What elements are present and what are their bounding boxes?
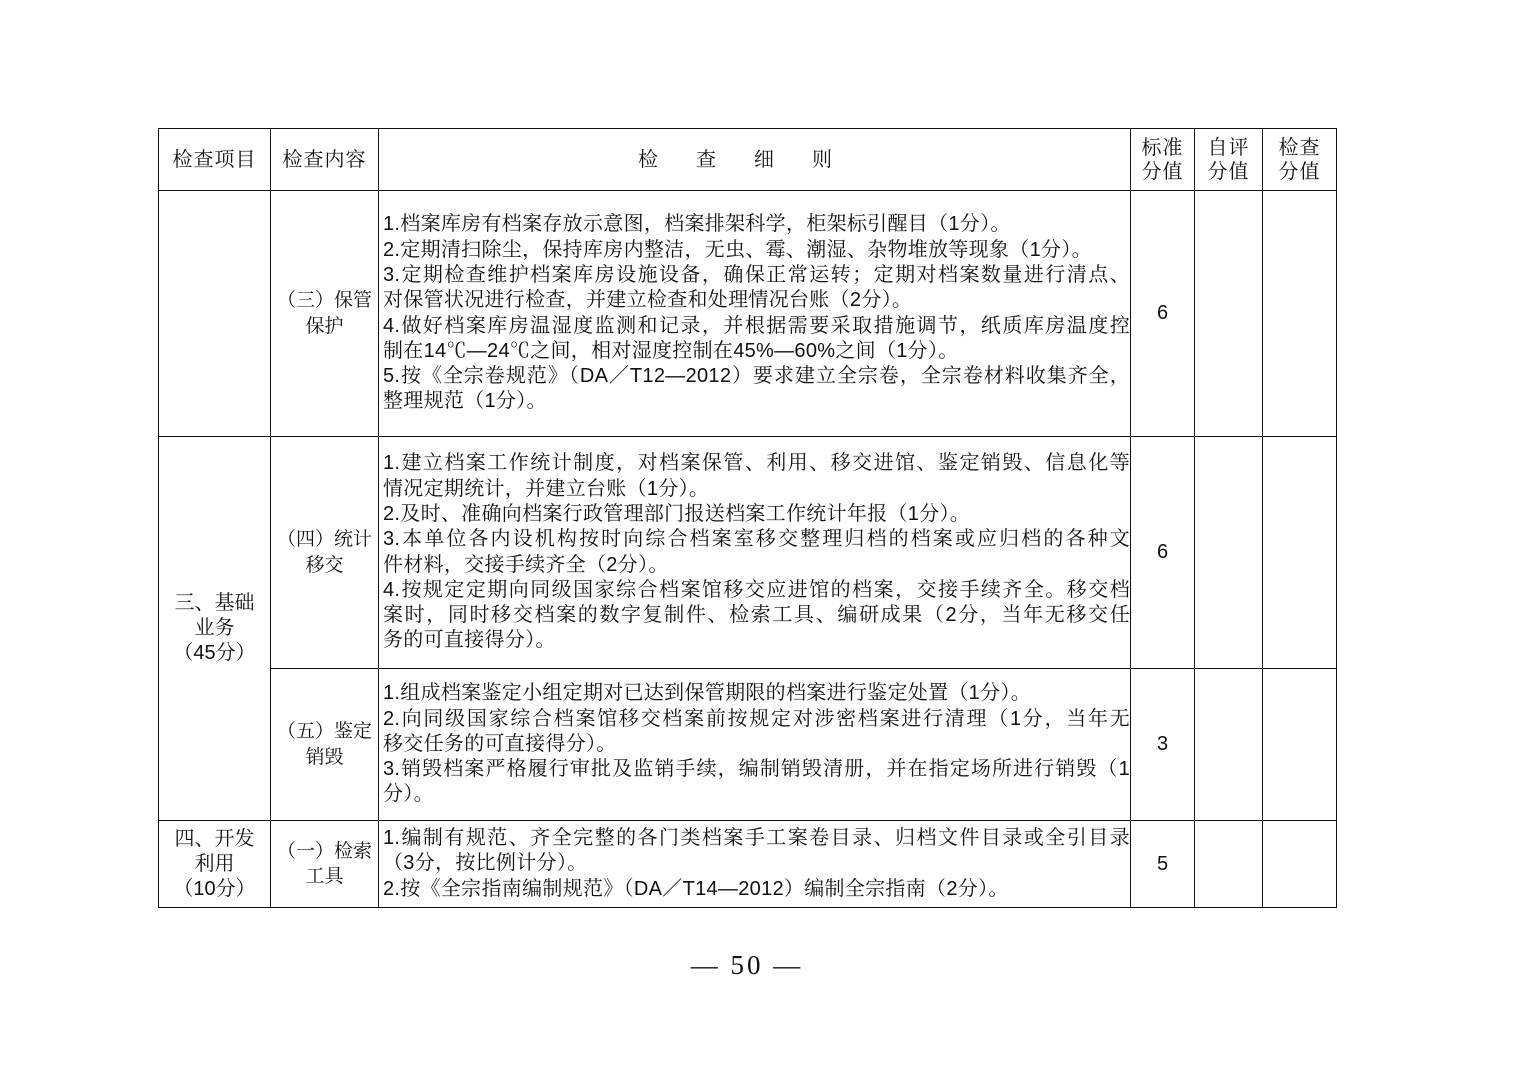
page-number: — 50 — <box>690 950 804 980</box>
rule-item <box>383 681 1130 706</box>
section-label-line: （45分） <box>173 642 256 664</box>
content-label-line: （三）保管 <box>276 290 372 311</box>
rule-line: 3.本单位各内设机构按时向综合档案室移交整理归档的档案或应归档的各种文 <box>383 528 1130 551</box>
rule-line: 1.建立档案工作统计制度，对档案保管、利用、移交进馆、鉴定销毁、信息化等 <box>383 452 1130 475</box>
header-check-score-line: 检查 <box>1278 136 1321 159</box>
rule-item <box>383 826 1130 877</box>
content-cell <box>271 821 379 908</box>
standard-score: 6 <box>1131 437 1195 669</box>
rule-line: 1.编制有规范、齐全完整的各门类档案手工案卷目录、归档文件目录或全引目录 <box>383 827 1130 850</box>
rule-line: 务的可直接得分）。 <box>383 629 556 652</box>
header-standard-score-line: 标准 <box>1141 136 1184 159</box>
table-row <box>159 437 1337 669</box>
content-label-line: 移交 <box>305 554 344 576</box>
section-label-line: （10分） <box>173 877 256 900</box>
header-self-score <box>1195 129 1263 191</box>
rule-line: 案时，同时移交档案的数字复制件、检索工具、编研成果（2分，当年无移交任 <box>383 604 1130 627</box>
rule-item <box>383 707 1130 758</box>
header-standard-score <box>1131 129 1195 191</box>
rule-line: 2.向同级国家综合档案馆移交档案前按规定对涉密档案进行清理（1分，当年无 <box>383 707 1130 730</box>
self-score-cell <box>1195 191 1263 437</box>
section-cell-empty <box>159 191 271 437</box>
rule-item <box>383 451 1130 502</box>
content-label-line: （四）统计 <box>276 529 372 550</box>
rules-cell <box>379 191 1131 437</box>
check-score-cell <box>1263 437 1337 669</box>
rule-line: 3.定期检查维护档案库房设施设备，确保正常运转；定期对档案数量进行清点、 <box>383 263 1130 286</box>
rule-line: 4.按规定定期向同级国家综合档案馆移交应进馆的档案，交接手续齐全。移交档 <box>383 578 1130 601</box>
header-check-score <box>1263 129 1337 191</box>
section-label-line: 三、基础 <box>174 592 255 614</box>
content-label-line: （五）鉴定 <box>276 721 372 742</box>
rule-item <box>383 212 1130 237</box>
table-row <box>159 191 1337 437</box>
rule-line: 5.按《全宗卷规范》（DA／T12—2012）要求建立全宗卷，全宗卷材料收集齐全， <box>383 365 1130 388</box>
rule-item <box>383 364 1130 415</box>
section-label-line: 四、开发 <box>174 827 255 850</box>
content-cell <box>271 669 379 821</box>
rule-line: 制在14℃—24℃之间，相对湿度控制在45%—60%之间（1分）。 <box>383 339 959 362</box>
content-label-line: 销毁 <box>305 746 344 768</box>
header-self-score-line: 分值 <box>1207 160 1250 183</box>
content-cell <box>271 437 379 669</box>
standard-score: 5 <box>1131 821 1195 908</box>
rule-item <box>383 757 1130 808</box>
rule-item <box>383 502 1130 527</box>
rule-line: 2.按《全宗指南编制规范》（DA／T14—2012）编制全宗指南（2分）。 <box>383 877 1009 900</box>
self-score-cell <box>1195 437 1263 669</box>
content-cell <box>271 191 379 437</box>
section-label-line: 业务 <box>194 617 235 639</box>
header-inspection-content: 检查内容 <box>271 129 379 191</box>
rule-line: 件材料，交接手续齐全（2分）。 <box>383 553 669 576</box>
standard-score: 6 <box>1131 191 1195 437</box>
content-label-line: （一）检索 <box>276 840 372 862</box>
rule-line: 对保管状况进行检查，并建立检查和处理情况台账（2分）。 <box>383 289 913 312</box>
content-label-line: 保护 <box>305 315 344 337</box>
self-score-cell <box>1195 821 1263 908</box>
section-cell <box>159 821 271 908</box>
table-row <box>159 821 1337 908</box>
rules-cell <box>379 669 1131 821</box>
content-label-line: 工具 <box>305 866 344 887</box>
header-inspection-rules: 检 查 细 则 <box>379 129 1131 191</box>
header-self-score-line: 自评 <box>1207 136 1250 159</box>
rule-line: 1.档案库房有档案存放示意图，档案排架科学，柜架标引醒目（1分）。 <box>383 213 1011 236</box>
rule-item <box>383 578 1130 654</box>
rules-cell <box>379 437 1131 669</box>
rule-line: 2.及时、准确向档案行政管理部门报送档案工作统计年报（1分）。 <box>383 502 971 525</box>
rules-cell <box>379 821 1131 908</box>
rule-item <box>383 314 1130 365</box>
rule-line: 3.销毁档案严格履行审批及监销手续，编制销毁清册，并在指定场所进行销毁（1 <box>383 758 1130 781</box>
rule-item <box>383 238 1130 263</box>
header-check-score-line: 分值 <box>1278 160 1321 183</box>
rule-line: 整理规范（1分）。 <box>383 390 547 413</box>
table-row <box>159 669 1337 821</box>
rule-item <box>383 877 1130 902</box>
rule-item <box>383 527 1130 578</box>
rule-line: 移交任务的可直接得分）。 <box>383 732 617 755</box>
header-standard-score-line: 分值 <box>1141 160 1184 183</box>
check-score-cell <box>1263 669 1337 821</box>
header-inspection-item: 检查项目 <box>159 129 271 191</box>
rule-line: （3分，按比例计分）。 <box>383 852 588 875</box>
section-label-line: 利用 <box>194 852 235 875</box>
section-cell <box>159 437 271 821</box>
standard-score: 3 <box>1131 669 1195 821</box>
rule-line: 分）。 <box>383 783 434 806</box>
check-score-cell <box>1263 821 1337 908</box>
self-score-cell <box>1195 669 1263 821</box>
rule-line: 2.定期清扫除尘，保持库房内整洁，无虫、霉、潮湿、杂物堆放等现象（1分）。 <box>383 238 1092 261</box>
check-score-cell <box>1263 191 1337 437</box>
inspection-table <box>158 128 1337 908</box>
rule-line: 1.组成档案鉴定小组定期对已达到保管期限的档案进行鉴定处置（1分）。 <box>383 682 1032 705</box>
rule-item <box>383 263 1130 314</box>
rule-line: 4.做好档案库房温湿度监测和记录，并根据需要采取措施调节，纸质库房温度控 <box>383 314 1130 337</box>
rule-line: 情况定期统计，并建立台账（1分）。 <box>383 477 710 500</box>
table-header-row <box>159 129 1337 191</box>
